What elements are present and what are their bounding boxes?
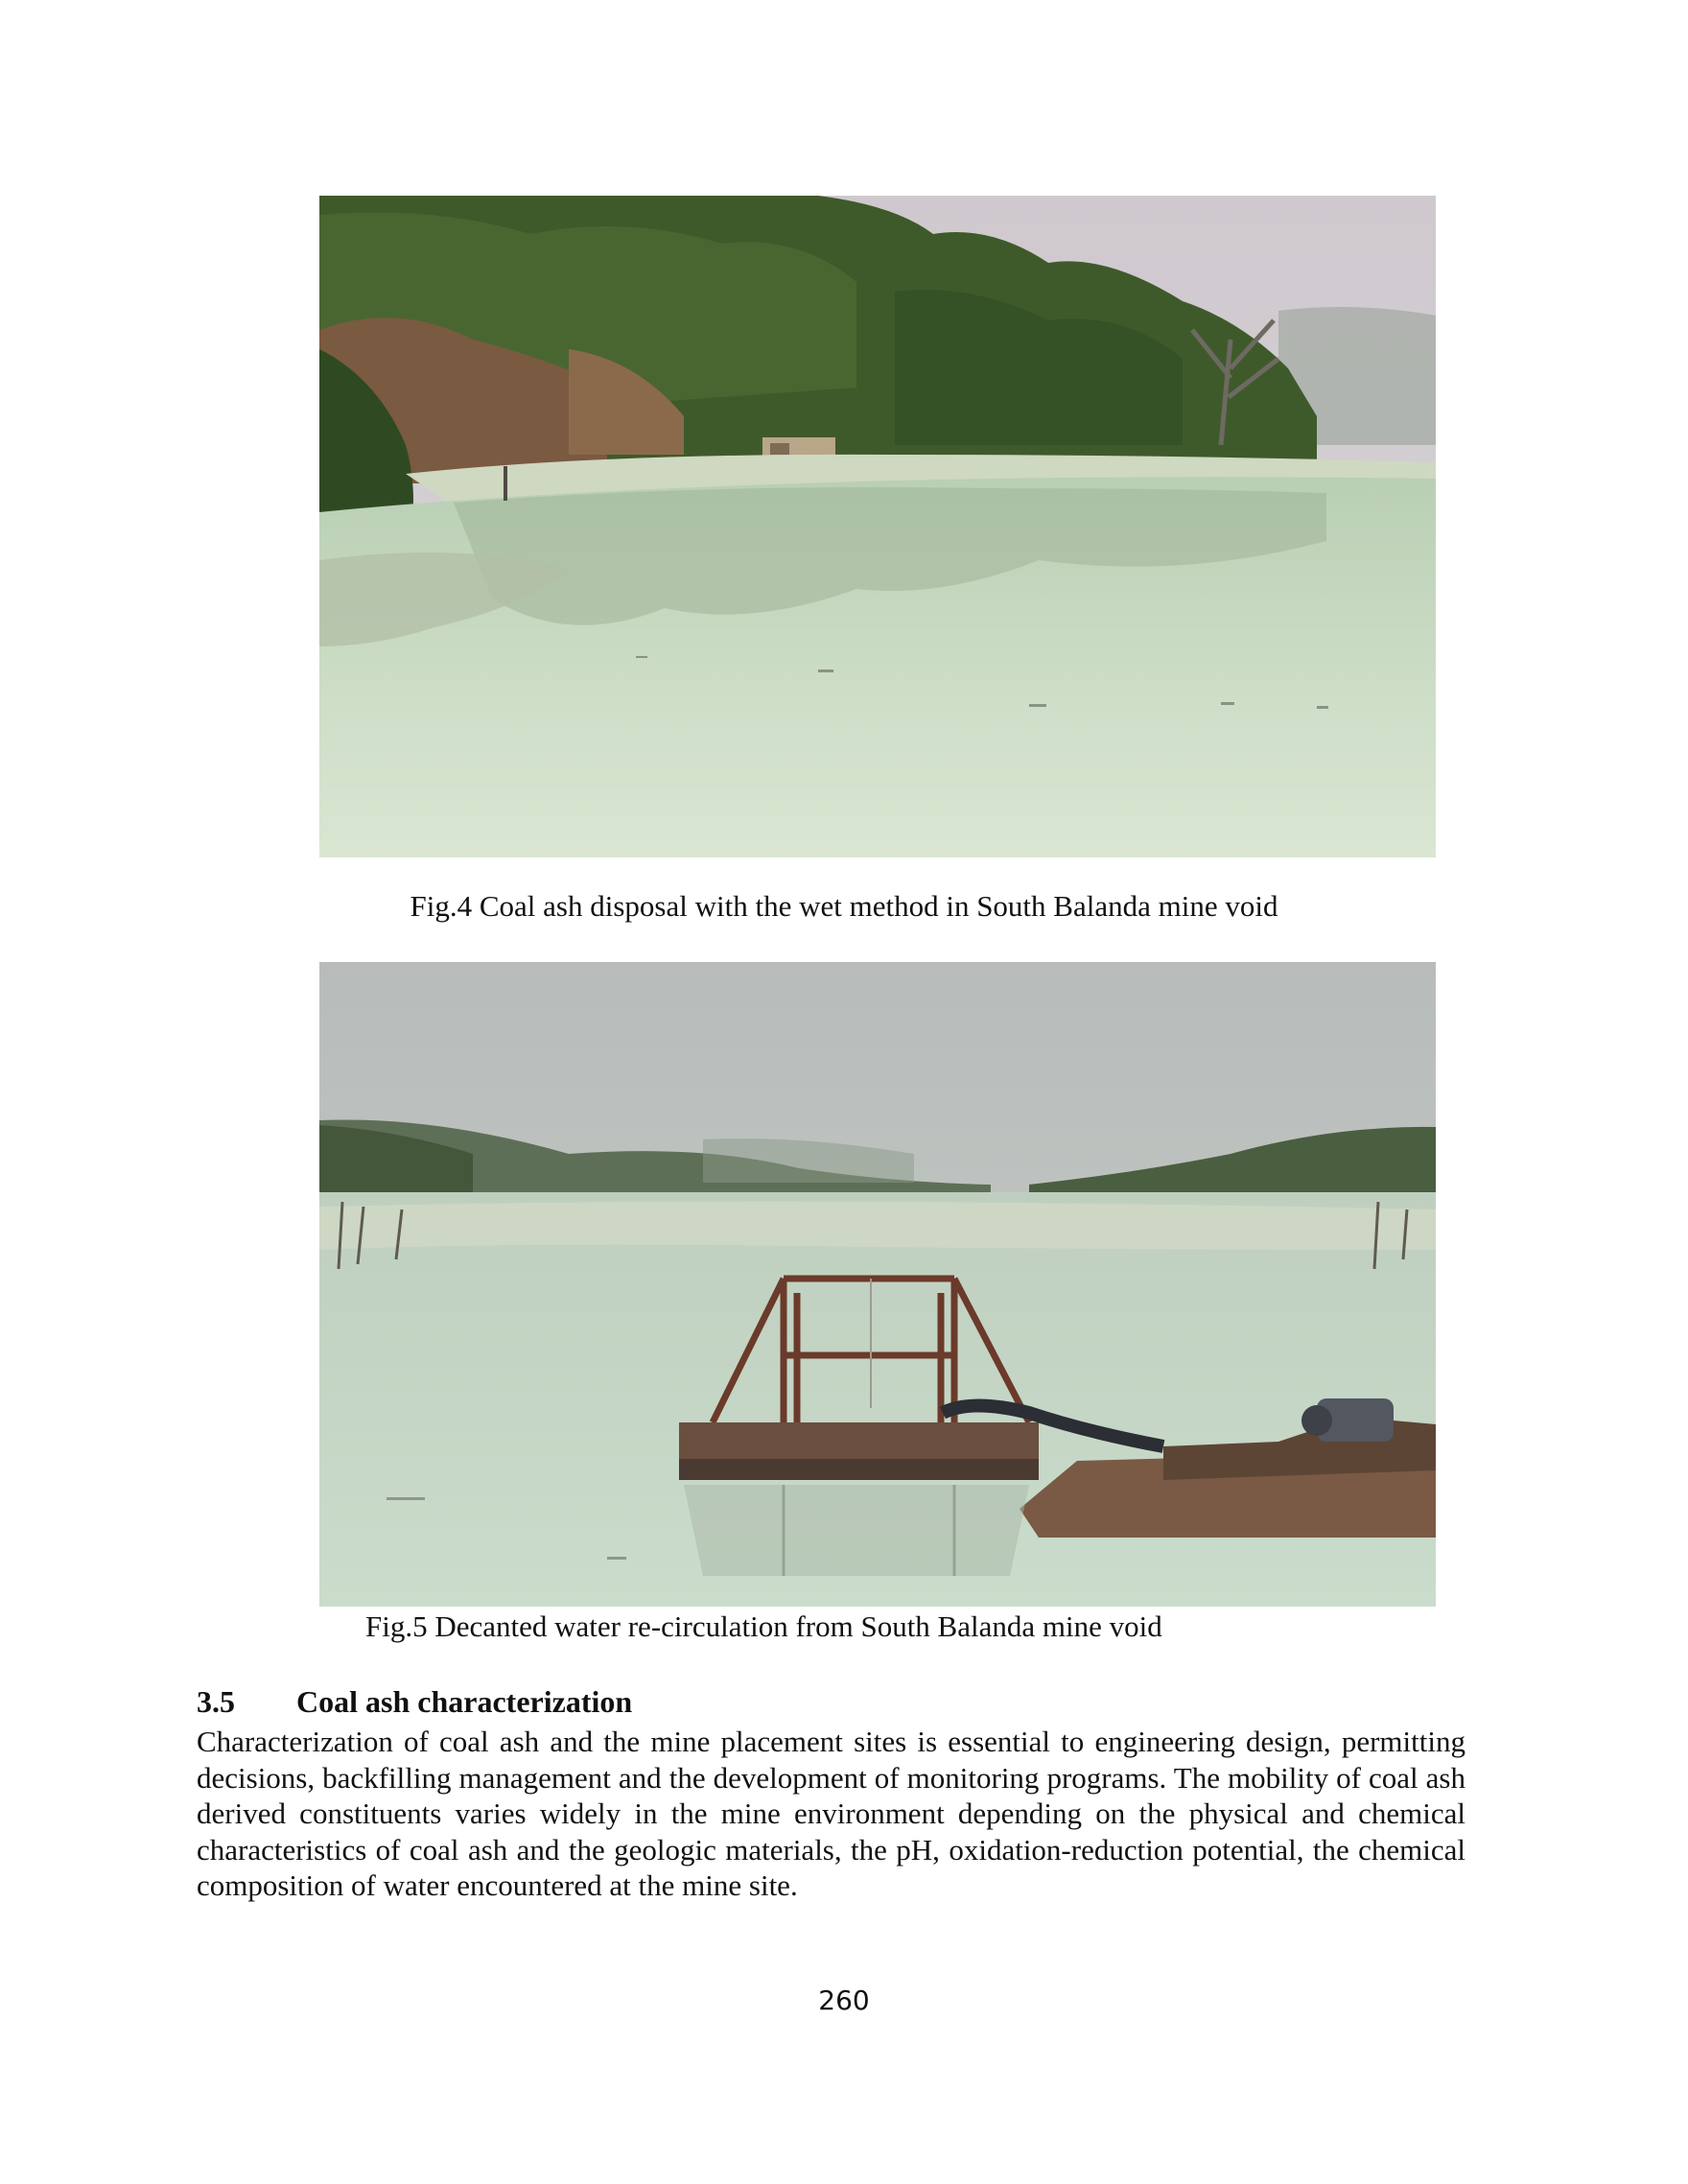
figure-5-image (319, 962, 1436, 1607)
section-title: Coal ash characterization (296, 1684, 633, 1719)
page-number: 260 (818, 1984, 870, 2016)
figure-5-photo (319, 962, 1436, 1607)
figure-4-caption: Fig.4 Coal ash disposal with the wet method in South Balanda mine void (410, 889, 1278, 923)
figure-5-caption: Fig.5 Decanted water re-circulation from South Balanda mine void (365, 1609, 1162, 1643)
figure-4-image (319, 196, 1436, 857)
section-number: 3.5 (197, 1684, 235, 1719)
section-heading (197, 1684, 632, 1720)
section-body-paragraph: Characterization of coal ash and the mine placement sites is essential to engineering design, permitting decisions, backfilling management and the development of monitoring programs. The mobility of coal ash derived constituents varies widely in the mine environment depending on the physical and chemical characteristics of coal ash and the geologic materials, the pH, oxidation-reduction potential, the chemical composition of water encountered at the mine site. (197, 1725, 1465, 1902)
figure-4-photo (319, 196, 1436, 857)
